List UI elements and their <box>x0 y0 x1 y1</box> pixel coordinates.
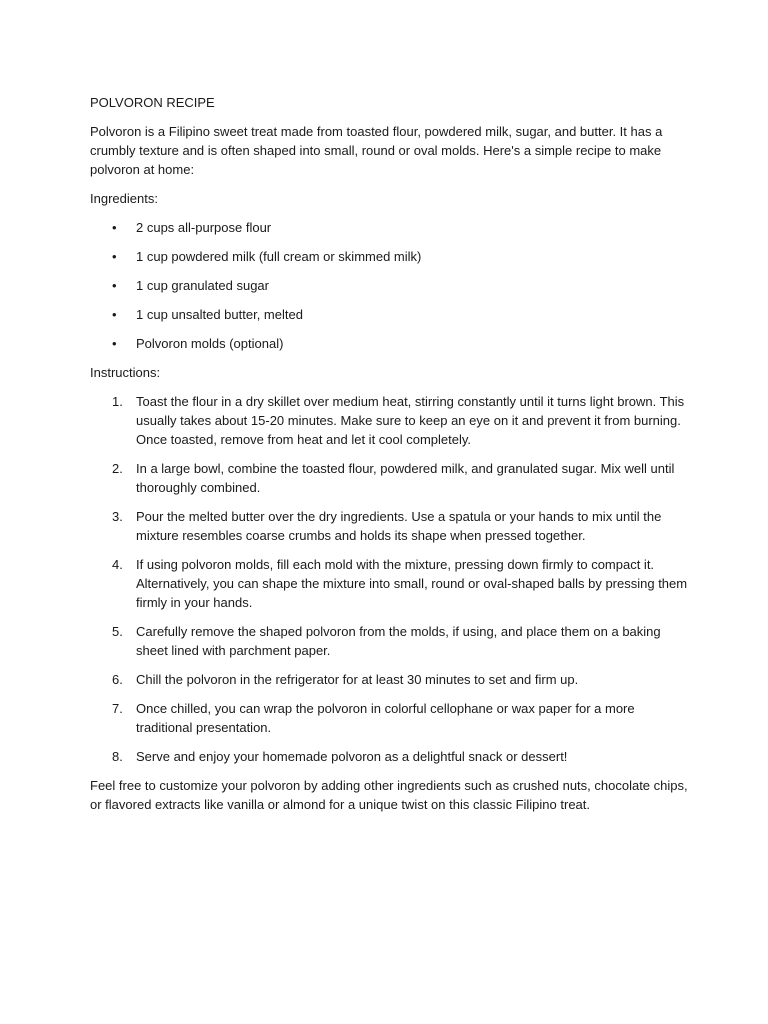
step-text: If using polvoron molds, fill each mold with the mixture, pressing down firmly to compact it. Alternatively, you can shape the mixture into small, round or oval-shaped balls by pressing them firmly in your hands. <box>136 557 688 610</box>
bullet-icon: • <box>112 278 117 293</box>
list-item <box>90 699 690 737</box>
step-number: 2. <box>112 461 123 476</box>
ingredient-text: Polvoron molds (optional) <box>136 336 284 351</box>
list-item <box>90 392 690 449</box>
list-item <box>90 334 690 353</box>
instructions-list <box>90 392 690 766</box>
intro-paragraph: Polvoron is a Filipino sweet treat made from toasted flour, powdered milk, sugar, and butter. It has a crumbly texture and is often shaped into small, round or oval molds. Here's a simple recipe to make polvoron at home: <box>90 124 663 177</box>
step-text: In a large bowl, combine the toasted flour, powdered milk, and granulated sugar. Mix well until thoroughly combined. <box>136 461 675 495</box>
list-item <box>90 459 690 497</box>
closing-paragraph: Feel free to customize your polvoron by adding other ingredients such as crushed nuts, chocolate chips, or flavored extracts like vanilla or almond for a unique twist on this classic Filipino treat. <box>90 778 688 812</box>
step-number: 7. <box>112 701 123 716</box>
step-number: 1. <box>112 394 123 409</box>
document-title: POLVORON RECIPE <box>90 95 215 110</box>
step-text: Serve and enjoy your homemade polvoron as a delightful snack or dessert! <box>136 749 568 764</box>
list-item <box>90 507 690 545</box>
step-text: Toast the flour in a dry skillet over medium heat, stirring constantly until it turns light brown. This usually takes about 15-20 minutes. Make sure to keep an eye on it and prevent it from burning. Once toasted, remove from heat and let it cool completely. <box>136 394 685 447</box>
step-text: Carefully remove the shaped polvoron from the molds, if using, and place them on a baking sheet lined with parchment paper. <box>136 624 661 658</box>
list-item <box>90 218 690 237</box>
ingredients-heading: Ingredients: <box>90 191 158 206</box>
list-item <box>90 247 690 266</box>
list-item <box>90 305 690 324</box>
step-number: 3. <box>112 509 123 524</box>
bullet-icon: • <box>112 220 117 235</box>
ingredient-text: 2 cups all-purpose flour <box>136 220 272 235</box>
step-text: Pour the melted butter over the dry ingredients. Use a spatula or your hands to mix until the mixture resembles coarse crumbs and holds its shape when pressed together. <box>136 509 662 543</box>
list-item <box>90 555 690 612</box>
instructions-heading: Instructions: <box>90 365 161 380</box>
ingredients-list <box>90 218 690 353</box>
list-item <box>90 622 690 660</box>
list-item <box>90 276 690 295</box>
list-item <box>90 670 690 689</box>
bullet-icon: • <box>112 249 117 264</box>
bullet-icon: • <box>112 336 117 351</box>
step-number: 6. <box>112 672 123 687</box>
step-text: Once chilled, you can wrap the polvoron in colorful cellophane or wax paper for a more traditional presentation. <box>136 701 635 735</box>
ingredient-text: 1 cup unsalted butter, melted <box>136 307 303 322</box>
step-number: 5. <box>112 624 123 639</box>
step-number: 8. <box>112 749 123 764</box>
ingredient-text: 1 cup powdered milk (full cream or skimmed milk) <box>136 249 422 264</box>
bullet-icon: • <box>112 307 117 322</box>
step-text: Chill the polvoron in the refrigerator for at least 30 minutes to set and firm up. <box>136 672 579 687</box>
document-page <box>90 93 690 824</box>
list-item <box>90 747 690 766</box>
step-number: 4. <box>112 557 123 572</box>
ingredient-text: 1 cup granulated sugar <box>136 278 269 293</box>
